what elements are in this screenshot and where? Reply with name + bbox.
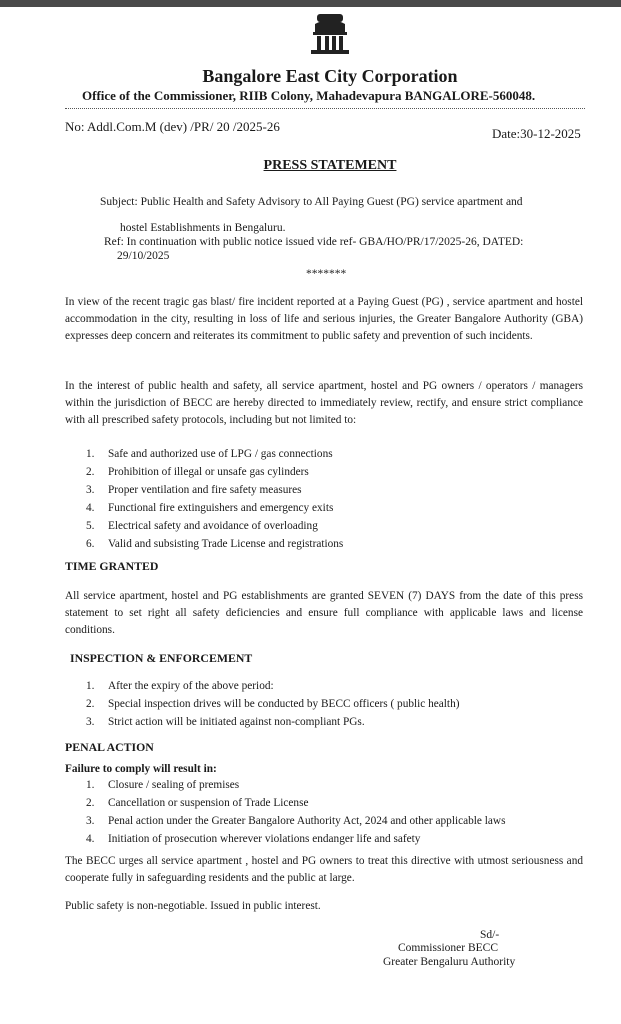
public-interest-paragraph: Public safety is non-negotiable. Issued in public interest. [65,900,321,912]
divider [65,108,585,109]
time-granted-heading: TIME GRANTED [65,559,159,573]
subject-line-continued: hostel Establishments in Bengaluru. [120,222,286,234]
list-item: 1. Closure / sealing of premises [86,779,240,791]
list-item: 3. Penal action under the Greater Bangalore Authority Act, 2024 and other applicable laws [86,815,506,827]
inspection-heading: INSPECTION & ENFORCEMENT [70,651,253,665]
list-item: 1. Safe and authorized use of LPG / gas connections [86,448,333,460]
organization-title: Bangalore East City Corporation [202,66,458,86]
press-statement-title: PRESS STATEMENT [263,158,397,173]
penal-list [86,776,505,848]
reference-date: 29/10/2025 [117,250,170,262]
separator: ******* [306,268,347,280]
list-item: 3. Proper ventilation and fire safety measures [86,484,302,496]
list-item: 4. Initiation of prosecution wherever violations endanger life and safety [86,833,421,845]
list-item: 2. Prohibition of illegal or unsafe gas cylinders [86,466,309,478]
signature-mark: Sd/- [480,929,500,941]
directive-paragraph: In the interest of public health and safety, all service apartment, hostel and PG owners / operators / managers within the jurisdiction of BECC are hereby directed to immediately review, rectify, and ensure strict compliance with all prescribed safety protocols, including but not limited to: [65,380,583,426]
penal-action-heading: PENAL ACTION [65,740,154,754]
list-item: 4. Functional fire extinguishers and emergency exits [86,502,334,514]
penal-subheading: Failure to comply will result in: [65,763,217,775]
office-address: Office of the Commissioner, RIIB Colony, Mahadevapura BANGALORE-560048. [82,88,536,103]
reference-number: No: Addl.Com.M (dev) /PR/ 20 /2025-26 [65,119,280,134]
list-item: 3. Strict action will be initiated against non-compliant PGs. [86,716,365,728]
intro-paragraph: In view of the recent tragic gas blast/ fire incident reported at a Paying Guest (PG) , service apartment and hostel accommodation in the city, resulting in loss of life and serious injuries, the Greater Bangalore Authority (GBA) expresses deep concern and reiterates its commitment to public safety and prevention of such incidents. [65,296,583,342]
corporation-emblem-icon [305,12,355,60]
document-date: Date:30-12-2025 [492,126,581,141]
list-item: 2. Cancellation or suspension of Trade License [86,797,309,809]
list-item: 5. Electrical safety and avoidance of overloading [86,520,318,532]
safety-list [86,445,343,553]
subject-line: Subject: Public Health and Safety Advisory to All Paying Guest (PG) service apartment and [100,196,523,208]
list-item: 2. Special inspection drives will be conducted by BECC officers ( public health) [86,698,460,710]
time-granted-paragraph: All service apartment, hostel and PG establishments are granted SEVEN (7) DAYS from the date of this press statement to set right all safety deficiencies and ensure full compliance with applicable laws and license conditions. [65,590,583,636]
list-item: 6. Valid and subsisting Trade License and registrations [86,538,344,550]
top-border [0,0,621,7]
signatory-title: Commissioner BECC [398,942,498,954]
inspection-list [86,677,459,731]
signatory-organization: Greater Bengaluru Authority [383,956,516,968]
reference-line: Ref: In continuation with public notice issued vide ref- GBA/HO/PR/17/2025-26, DATED: [104,236,524,248]
list-item: 1. After the expiry of the above period: [86,680,274,692]
urge-paragraph: The BECC urges all service apartment , hostel and PG owners to treat this directive with utmost seriousness and cooperate fully in safeguarding residents and the public at large. [65,855,583,884]
